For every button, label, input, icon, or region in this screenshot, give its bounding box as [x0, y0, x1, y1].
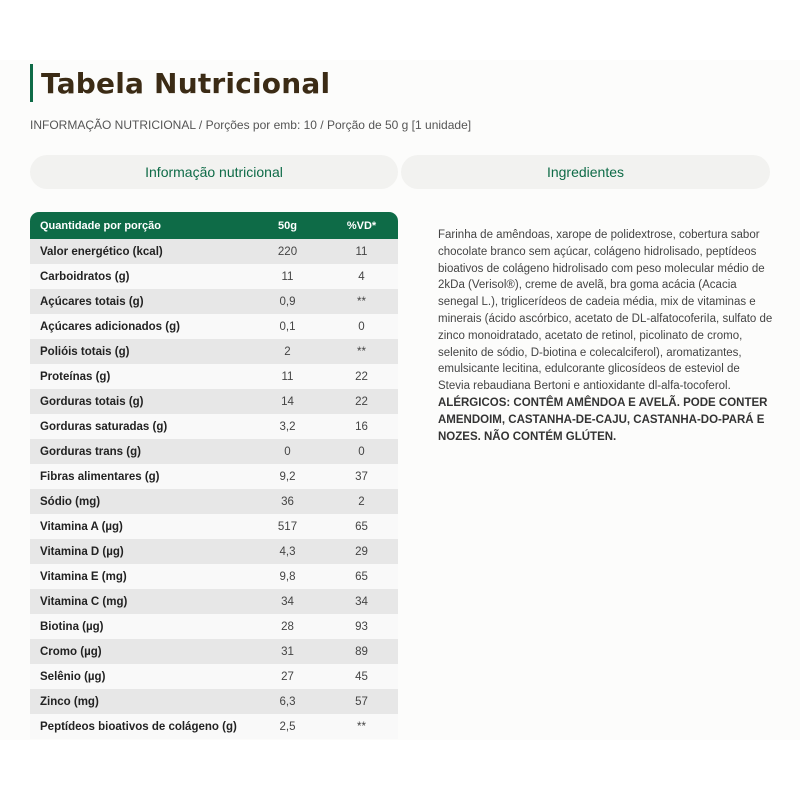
nutrient-amount: 0,1	[279, 320, 296, 333]
nutrient-amount: 27	[281, 670, 294, 683]
nutrient-name: Gorduras saturadas (g)	[40, 420, 168, 433]
nutrient-amount: 28	[281, 620, 294, 633]
table-row	[30, 389, 398, 414]
nutrient-dv: 0	[358, 320, 365, 333]
nutrient-amount: 6,3	[279, 695, 296, 708]
table-row	[30, 489, 398, 514]
title-block	[30, 64, 330, 102]
nutrient-name: Açúcares totais (g)	[40, 295, 144, 308]
table-row	[30, 514, 398, 539]
nutrient-dv: **	[357, 295, 366, 308]
table-row	[30, 439, 398, 464]
nutrient-amount: 34	[281, 595, 294, 608]
table-row	[30, 589, 398, 614]
nutrient-name: Açúcares adicionados (g)	[40, 320, 180, 333]
nutrient-name: Vitamina A (µg)	[40, 520, 123, 533]
table-row	[30, 539, 398, 564]
nutrient-dv: **	[357, 720, 366, 733]
nutrition-table	[30, 212, 398, 739]
nutrient-name: Sódio (mg)	[40, 495, 101, 508]
table-header	[30, 212, 398, 239]
nutrient-dv: 4	[358, 270, 365, 283]
ingredients-text: Farinha de amêndoas, xarope de polidextrose, cobertura sabor chocolate branco sem açúcar, colágeno hidrolisado, peptídeos bioativos de colágeno hidrolisado com peso molecular médio de 2kDa (Verisol®), creme de avelã, bra goma acácia (Acacia senegal L.), triglicerídeos de cadeia média, mix de vitaminas e minerais (ácido ascórbico, acetato de DL-alfatocoferiIa, sulfato de zinco monoidratado, acetato de retinol, picolinato de cromo, selenito de sódio, D-biotina e colecalciferol), aromatizantes, emulsicante lecitina, edulcorante glicosídeos de esteviol de Stevia rebaudiana Bertoni e antioxidante dl-alfa-tocoferol.	[438, 229, 773, 393]
nutrient-amount: 14	[281, 395, 294, 408]
allergens-text: ALÉRGICOS: CONTÊM AMÊNDOA E AVELÃ. PODE CONTER AMENDOIM, CASTANHA-DE-CAJU, CASTANHA-DO-PARÁ E NOZES. NÃO CONTÉM GLÚTEN.	[438, 396, 768, 443]
nutrient-name: Peptídeos bioativos de colágeno (g)	[40, 720, 237, 733]
nutrient-amount: 36	[281, 495, 294, 508]
table-row	[30, 339, 398, 364]
tab-nutrition-info[interactable]: Informação nutricional	[30, 155, 398, 189]
nutrient-name: Fibras alimentares (g)	[40, 470, 160, 483]
nutrient-name: Biotina (µg)	[40, 620, 104, 633]
page-subtitle: INFORMAÇÃO NUTRICIONAL / Porções por emb: 10 / Porção de 50 g [1 unidade]	[30, 118, 472, 132]
nutrient-name: Carboidratos (g)	[40, 270, 130, 283]
nutrient-dv: 65	[355, 570, 368, 583]
nutrient-dv: 22	[355, 395, 368, 408]
table-row	[30, 614, 398, 639]
table-row	[30, 464, 398, 489]
nutrient-name: Vitamina C (mg)	[40, 595, 128, 608]
nutrient-amount: 11	[281, 370, 294, 383]
table-row	[30, 289, 398, 314]
nutrient-name: Gorduras totais (g)	[40, 395, 144, 408]
table-row	[30, 639, 398, 664]
nutrient-amount: 0,9	[279, 295, 296, 308]
header-amount: 50g	[278, 219, 297, 232]
table-row	[30, 414, 398, 439]
nutrient-dv: 65	[355, 520, 368, 533]
nutrient-dv: **	[357, 345, 366, 358]
table-body	[30, 239, 398, 739]
ingredients-panel	[438, 227, 774, 445]
nutrient-amount: 4,3	[279, 545, 296, 558]
nutrient-amount: 9,2	[279, 470, 296, 483]
table-row	[30, 364, 398, 389]
nutrient-amount: 3,2	[279, 420, 296, 433]
nutrient-amount: 9,8	[279, 570, 296, 583]
nutrient-amount: 220	[277, 245, 298, 258]
nutrient-name: Zinco (mg)	[40, 695, 99, 708]
nutrient-dv: 0	[358, 445, 365, 458]
nutrient-dv: 22	[355, 370, 368, 383]
table-row	[30, 264, 398, 289]
nutrient-name: Vitamina D (µg)	[40, 545, 124, 558]
nutrient-amount: 0	[284, 445, 291, 458]
nutrient-name: Vitamina E (mg)	[40, 570, 127, 583]
nutrient-dv: 57	[355, 695, 368, 708]
nutrient-name: Polióis totais (g)	[40, 345, 130, 358]
table-row	[30, 664, 398, 689]
nutrient-dv: 37	[355, 470, 368, 483]
nutrient-name: Proteínas (g)	[40, 370, 111, 383]
nutrient-dv: 29	[355, 545, 368, 558]
table-row	[30, 689, 398, 714]
header-dv: %VD*	[346, 219, 377, 232]
nutrient-amount: 31	[281, 645, 294, 658]
nutrient-dv: 93	[355, 620, 368, 633]
header-serving: Quantidade por porção	[40, 219, 162, 232]
nutrient-name: Selênio (µg)	[40, 670, 106, 683]
table-row	[30, 714, 398, 739]
nutrient-dv: 45	[355, 670, 368, 683]
nutrient-amount: 2,5	[279, 720, 296, 733]
nutrient-dv: 2	[358, 495, 365, 508]
nutrient-dv: 11	[355, 245, 368, 258]
table-row	[30, 239, 398, 264]
nutrient-dv: 89	[355, 645, 368, 658]
nutrient-name: Gorduras trans (g)	[40, 445, 141, 458]
table-row	[30, 564, 398, 589]
nutrient-amount: 2	[284, 345, 291, 358]
nutrient-dv: 16	[355, 420, 368, 433]
tab-ingredients[interactable]: Ingredientes	[401, 155, 770, 189]
table-row	[30, 314, 398, 339]
nutrient-amount: 517	[277, 520, 298, 533]
page-title: Tabela Nutricional	[41, 66, 331, 100]
nutrient-dv: 34	[355, 595, 368, 608]
nutrient-name: Cromo (µg)	[40, 645, 102, 658]
nutrient-name: Valor energético (kcal)	[40, 245, 163, 258]
nutrient-amount: 11	[281, 270, 294, 283]
